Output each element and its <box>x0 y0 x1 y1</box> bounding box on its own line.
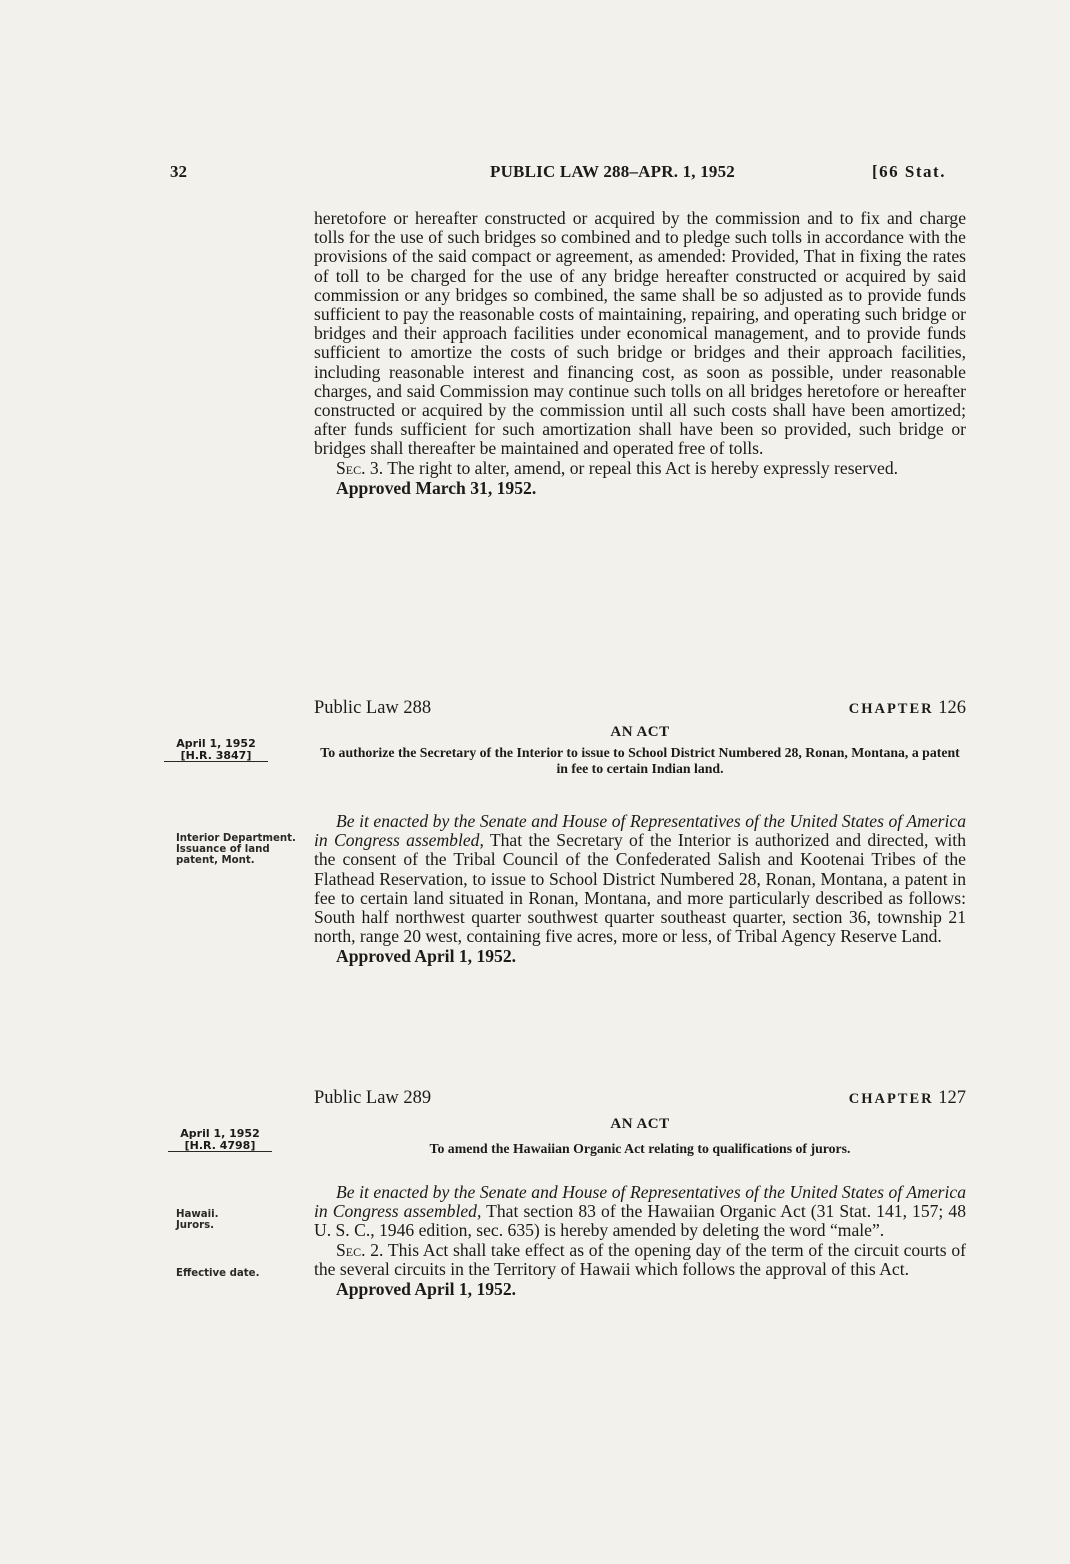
section-2-paragraph <box>314 1241 966 1279</box>
chapter-number <box>849 1088 966 1109</box>
public-law-number: Public Law 289 <box>314 1088 432 1108</box>
continuation-block <box>314 209 966 498</box>
margin-note-jurors: Jurors. <box>176 1220 215 1231</box>
running-title: PUBLIC LAW 288–APR. 1, 1952 <box>490 162 735 181</box>
enacting-clause: Be it enacted by the Senate and House of Representatives of the United States of America in Congress assembled, <box>314 811 966 851</box>
approval-line: Approved April 1, 1952. <box>336 946 517 967</box>
continuation-paragraph: heretofore or hereafter constructed or acquired by the commission and to fix and charge tolls for the use of such bridges so combined and to pledge such tolls in accordance with the provisions of the said compact or agreement, as amended: Provided, That in fixing the rates of toll to be charged for the use of any bridge hereafter constructed or acquired by said commission or any bridges so combined, the same shall be so adjusted as to provide funds sufficient to pay the reasonable costs of maintaining, repairing, and operating such bridge or bridges and their approach facilities under economical management, and to provide funds sufficient to amortize the costs of such bridge or bridges and their approach facilities, including reasonable interest and financing cost, as soon as possible, under reasonable charges, and said Commission may continue such tolls on all bridges heretofore or hereafter constructed or acquired by the commission until all such costs shall have been amortized; after funds sufficient for such amortization shall have been so provided, such bridge or bridges shall thereafter be maintained and operated free of tolls. <box>314 208 966 459</box>
running-header <box>0 162 1070 186</box>
bleed-through-note <box>140 256 268 267</box>
margin-date: April 1, 1952 <box>180 1127 260 1140</box>
margin-bill: [H.R. 4798] <box>168 1140 272 1152</box>
law-289-paragraph <box>314 1183 966 1241</box>
chapter-value: 126 <box>938 698 966 718</box>
margin-date: April 1, 1952 <box>176 737 256 750</box>
section-3-paragraph <box>314 459 966 478</box>
volume-reference: [66 Stat. <box>872 162 946 181</box>
chapter-value: 127 <box>938 1088 966 1108</box>
an-act-heading: AN ACT <box>610 724 670 740</box>
chapter-label: CHAPTER <box>848 1091 934 1107</box>
margin-note-effective-date: Effective date. <box>176 1268 260 1279</box>
page-number: 32 <box>170 162 187 181</box>
law-288-text: That the Secretary of the Interior is authorized and directed, with the consent of the Tribal Council of the Confederated Salish and Kootenai Tribes of the Flathead Reservation, to issue to School District Numbered 28, Ronan, Montana, a patent in fee to certain land situated in Ronan, Montana, and more particularly described as follows: South half northwest quarter southwest quarter southeast quarter, section 36, township 21 north, range 20 west, containing five acres, more or less, of Tribal Agency Reserve Land. <box>314 830 966 947</box>
law-288-heading <box>314 698 966 720</box>
act-purpose: To authorize the Secretary of the Interior to issue to School District Numbered 28, Ronan, Montana, a patent in fee to certain Indian land. <box>320 745 960 776</box>
approval-line: Approved March 31, 1952. <box>336 477 537 498</box>
section-2-text: This Act shall take effect as of the opening day of the term of the circuit courts of the several circuits in the Territory of Hawaii which follows the approval of this Act. <box>314 1239 966 1279</box>
margin-date-note <box>168 1128 272 1152</box>
law-288-body <box>314 812 966 966</box>
margin-date-note <box>164 738 268 762</box>
margin-note-hawaii: Hawaii. <box>176 1209 219 1220</box>
section-3-text: The right to alter, amend, or repeal this Act is hereby expressly reserved. <box>387 457 899 478</box>
act-purpose: To amend the Hawaiian Organic Act relating to qualifications of jurors. <box>429 1141 851 1156</box>
law-289-text: That section 83 of the Hawaiian Organic Act (31 Stat. 141, 157; 48 U. S. C., 1946 edition, sec. 635) is hereby amended by deleting the word “male”. <box>314 1201 966 1241</box>
section-2-label: Sec. 2. <box>336 1239 384 1260</box>
enacting-clause: Be it enacted by the Senate and House of Representatives of the United States of America in Congress assembled, <box>314 1182 966 1222</box>
margin-subject-notes <box>176 1209 296 1231</box>
approval-line: Approved April 1, 1952. <box>336 1279 517 1300</box>
law-288-paragraph <box>314 812 966 946</box>
public-law-number: Public Law 288 <box>314 698 432 718</box>
an-act-heading: AN ACT <box>610 1116 670 1132</box>
chapter-label: CHAPTER <box>848 701 934 717</box>
margin-subject-notes <box>176 833 300 866</box>
chapter-number <box>849 698 966 719</box>
law-289-body <box>314 1183 966 1299</box>
margin-note-patent: Issuance of land patent, Mont. <box>176 844 270 866</box>
margin-note-interior: Interior Department. <box>176 833 296 844</box>
section-3-label: Sec. 3. <box>336 457 384 478</box>
law-289-heading <box>314 1088 966 1110</box>
margin-bill: [H.R. 3847] <box>164 750 268 762</box>
